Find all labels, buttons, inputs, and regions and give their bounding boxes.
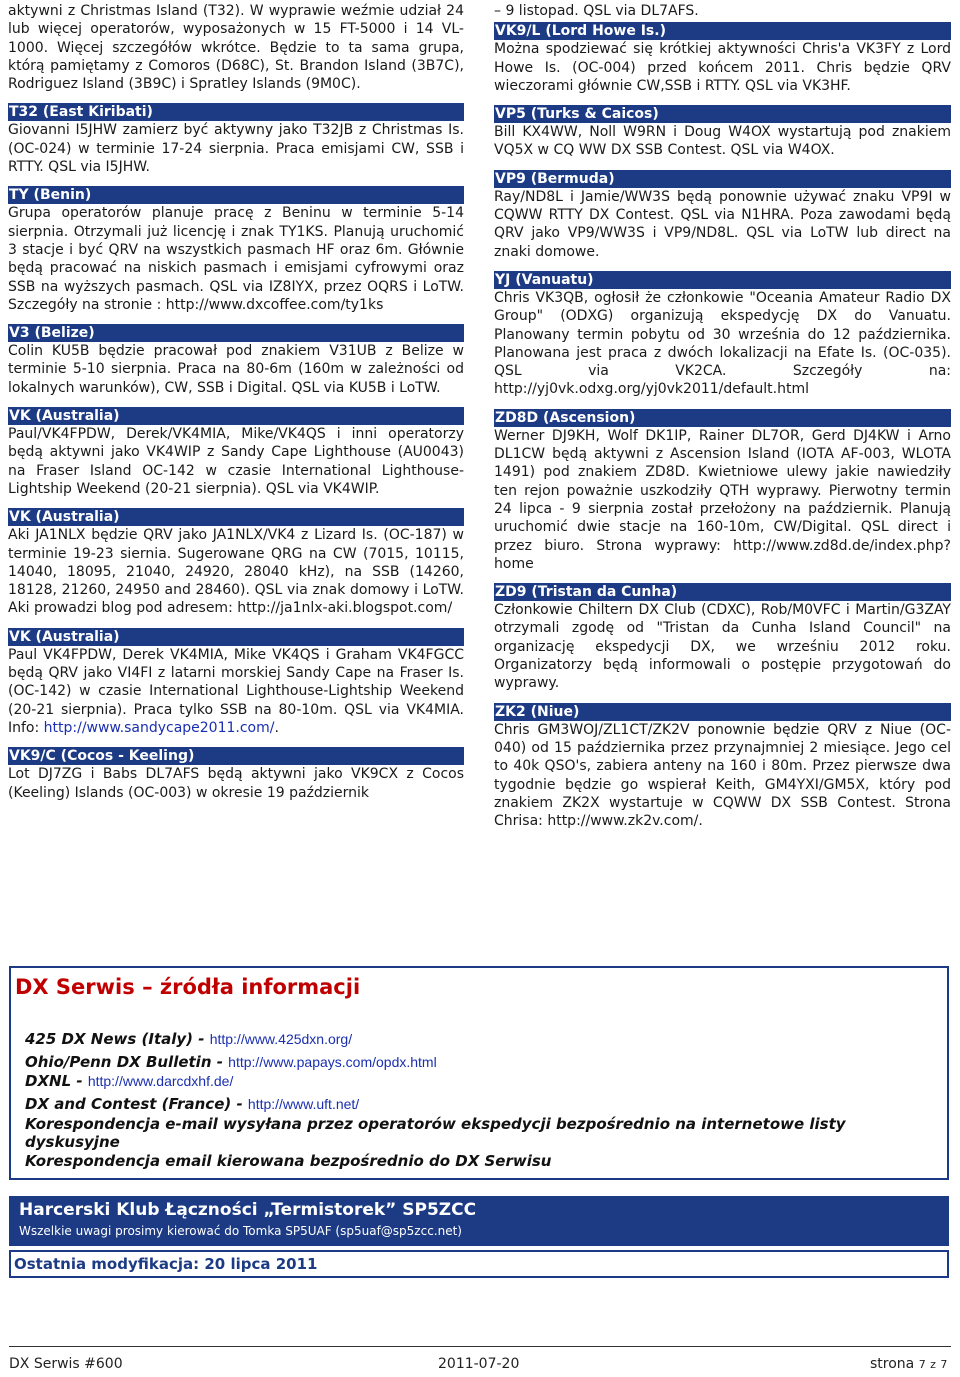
footer-page-of: z — [930, 1358, 936, 1371]
sources-note-1: Korespondencja e-mail wysyłana przez operatorów ekspedycji bezpośrednio na internetowe listy dyskusyjne — [25, 1115, 846, 1151]
section-text-vp9: Ray/ND8L i Jamie/WW3S będą ponownie używać znaku VP9I w CQWW RTTY DX Contest. QSL via N1HRA. Poza zawodami będą QRV jako VP9/WW3S i VP9/ND8L. QSL via LoTW lub direct na znaki domowe. — [494, 188, 951, 260]
section-header-vp9: VP9 (Bermuda) — [494, 170, 951, 188]
section-text-t32: Giovanni I5JHW zamierz być aktywny jako T32JB z Christmas Is. (OC-024) w terminie 17-24 sierpnia. Praca emisjami CW, SSB i RTTY. QSL via I5JHW. — [8, 122, 464, 176]
club-name: Harcerski Klub Łączności „Termistorek” SP5ZCC — [19, 1200, 477, 1220]
section-text-zd9: Członkowie Chiltern DX Club (CDXC), Rob/M0VFC i Martin/G3ZAY otrzymali zgodę od "Tristan da Cunha Island Council" na organizację ekspedycji DX, we wrześniu 2012 roku. Organizatorzy będą informowali o postępie przygotowań do wyprawy. — [494, 602, 951, 692]
section-text-zd8d: Werner DJ9KH, Wolf DK1IP, Rainer DL7OR, Gerd DJ4KW i Arno DL1CW będą aktywni z Ascension Island (IOTA AF-003, WLOTA 1491) pod znakiem ZD8D. Kwietniowe ulewy jakie nawiedziły ten rejon poważnie uszkodziły QTH wyprawy. Pierwotny termin 24 lipca - 9 sierpnia został przełożony na październik. Planują uruchomić dwie stacje na 160-10m, CW/Digital. QSL direct i przez biuro. Strona wyprawy: http://www.zd8d.de/index.php?home — [494, 427, 951, 572]
right-intro-text: – 9 listopad. QSL via DL7AFS. — [494, 3, 699, 19]
sandycape-link[interactable]: http://www.sandycape2011.com/ — [43, 719, 275, 736]
left-column — [8, 2, 464, 802]
section-text-yj: Chris VK3QB, ogłosił że członkowie "Oceania Amateur Radio DX Group" (ODXG) organizują ekspedycję DX do Vanuatu. Planowany termin pobytu od 30 września do 12 października. Planowana jest praca z dwóch lokalizacji na Efate Is. (OC-035). QSL via VK2CA. Szczegóły na: http://yj0vk.odxg.org/yj0vk2011/default.html — [494, 289, 951, 398]
intro-text: aktywni z Christmas Island (T32). W wyprawie weźmie udział 24 lub więcej operatorów, wyposażonych w 15 FT-5000 i 14 VL-1000. Więcej szczegółów wkrótce. Będzie to ta sama grupa, którą pamiętamy z Comoros (D68C), St. Brandon Island (3B7C), Rodriguez Island (3B9C) i Spratley Islands (9M0C). — [8, 3, 464, 93]
section-text-vk-3-end: . — [274, 719, 279, 736]
source-label: DX and Contest (France) - — [25, 1095, 248, 1113]
section-text-zk2: Chris GM3WOJ/ZL1CT/ZK2V ponownie będzie QRV z Niue (OC-040) od 15 października przez przynajmniej 2 miesiące. Jego cel to 40k QSO's, zabiera anteny na 160 i 80m. Przez pierwsze dwa tygodnie będzie go wspierał Keith, GM4YXI/GM5X, który pod znakiem ZK2X wystartuje w CQWW DX SSB Contest. Strona Chrisa: http://www.zk2v.com/. — [494, 721, 951, 830]
sources-title: DX Serwis – źródła informacji — [15, 975, 361, 999]
sources-box — [9, 966, 949, 1180]
section-header-yj: YJ (Vanuatu) — [494, 271, 951, 289]
section-header-vk-2: VK (Australia) — [8, 508, 464, 526]
section-header-vk-3: VK (Australia) — [8, 628, 464, 646]
source-label: DXNL - — [25, 1072, 88, 1090]
club-contact: Wszelkie uwagi prosimy kierować do Tomka SP5UAF (sp5uaf@sp5zcc.net) — [19, 1224, 462, 1238]
section-text-ty: Grupa operatorów planuje pracę z Beninu w terminie 5-14 sierpnia. Otrzymali już licencję i znak TY1KS. Planują uruchomić 3 stacje i być QRV na wszystkich pasmach HF oraz 6m. Głównie będą pracować na niskich pasmach i emisjami cyfrowymi oraz SSB na wyższych pasmach. QSL via IZ8IYX, przez OQRS i LoTW. Szczegóły na stronie : http://www.dxcoffee.com/ty1ks — [8, 205, 464, 313]
footer-page-label: strona — [870, 1356, 915, 1372]
footer-issue: DX Serwis #600 — [9, 1356, 123, 1372]
section-header-zd9: ZD9 (Tristan da Cunha) — [494, 583, 951, 601]
section-header-t32: T32 (East Kiribati) — [8, 103, 464, 121]
footer-page-number: 7 — [918, 1358, 926, 1371]
section-text-vk9l: Można spodziewać się krótkiej aktywności Chris'a VK3FY z Lord Howe Is. (OC-004) przed końcem 2011. Chris będzie QRV wieczorami głównie CW,SSB i RTTY. QSL via VK3HF. — [494, 41, 951, 94]
source-link[interactable]: http://www.papays.com/opdx.html — [228, 1054, 437, 1070]
right-column — [494, 2, 951, 830]
section-text-vk-2: Aki JA1NLX będzie QRV jako JA1NLX/VK4 z Lizard Is. (OC-187) w terminie 19-23 siernia. Sugerowane QRG na CW (7015, 10115, 14040, 18095, 21040, 24920, 28040 kHz), na SSB (14260, 18128, 21260, 24950 and 28460). QSL via znak domowy i LoTW. Aki prowadzi blog pod adresem: http://ja1nlx-aki.blogspot.com/ — [8, 527, 464, 617]
source-item-opdx — [25, 1053, 437, 1071]
source-label: Ohio/Penn DX Bulletin - — [25, 1053, 229, 1071]
last-modified-text: Ostatnia modyfikacja: 20 lipca 2011 — [14, 1255, 318, 1273]
section-header-zd8d: ZD8D (Ascension) — [494, 409, 951, 427]
last-modified-box — [9, 1250, 949, 1278]
footer-date: 2011-07-20 — [438, 1356, 520, 1372]
source-link[interactable]: http://www.darcdxhf.de/ — [87, 1073, 234, 1089]
source-link[interactable]: http://www.425dxn.org/ — [209, 1031, 353, 1047]
club-banner — [9, 1196, 949, 1246]
source-link[interactable]: http://www.uft.net/ — [247, 1096, 360, 1112]
section-header-zk2: ZK2 (Niue) — [494, 703, 951, 721]
section-header-vk9c: VK9/C (Cocos - Keeling) — [8, 747, 464, 765]
section-text-vk9c: Lot DJ7ZG i Babs DL7AFS będą aktywni jako VK9CX z Cocos (Keeling) Islands (OC-003) w okresie 19 październik — [8, 766, 464, 801]
source-item-uft — [25, 1095, 359, 1113]
section-text-vk-1: Paul/VK4FPDW, Derek/VK4MIA, Mike/VK4QS i inni operatorzy będą aktywni jako VK4WIP z Sandy Cape Lighthouse (AU0043) na Fraser Island OC-142 w czasie International Lighthouse-Lightship Weekend (20-21 sierpnia). QSL via VK4WIP. — [8, 426, 464, 497]
section-header-vp5: VP5 (Turks & Caicos) — [494, 105, 951, 123]
source-item-425dxn — [25, 1030, 352, 1048]
footer-page-total: 7 — [940, 1358, 948, 1371]
section-header-vk-1: VK (Australia) — [8, 407, 464, 425]
section-header-ty: TY (Benin) — [8, 186, 464, 204]
section-header-v3: V3 (Belize) — [8, 324, 464, 342]
footer-divider — [9, 1346, 951, 1347]
sources-note-2: Korespondencja email kierowana bezpośrednio do DX Serwisu — [25, 1152, 552, 1170]
section-text-v3: Colin KU5B będzie pracował pod znakiem V31UB z Belize w terminie 5-10 sierpnia. Praca na 80-6m (160m w zależności od lokalnych warunków), CW, SSB i Digital. QSL via KU5B i LoTW. — [8, 343, 464, 396]
footer-page — [870, 1356, 947, 1372]
section-text-vk-3-body: Paul VK4FPDW, Derek VK4MIA, Mike VK4QS i Graham VK4FGCC będą QRV jako VI4FI z latarni morskiej Sandy Cape na Fraser Is. (OC-142) w czasie International Lighthouse-Lightship Weekend (20-21 sierpnia). Praca tylko SSB na 80-10m. QSL via VK4MIA. Info: — [8, 646, 464, 736]
section-header-vk9l: VK9/L (Lord Howe Is.) — [494, 22, 951, 40]
source-label: 425 DX News (Italy) - — [25, 1030, 210, 1048]
section-text-vk-3 — [8, 646, 464, 737]
source-item-dxnl — [25, 1072, 233, 1090]
section-text-vp5: Bill KX4WW, Noll W9RN i Doug W4OX wystartują pod znakiem VQ5X w CQ WW DX SSB Contest. QSL via W4OX. — [494, 124, 951, 159]
